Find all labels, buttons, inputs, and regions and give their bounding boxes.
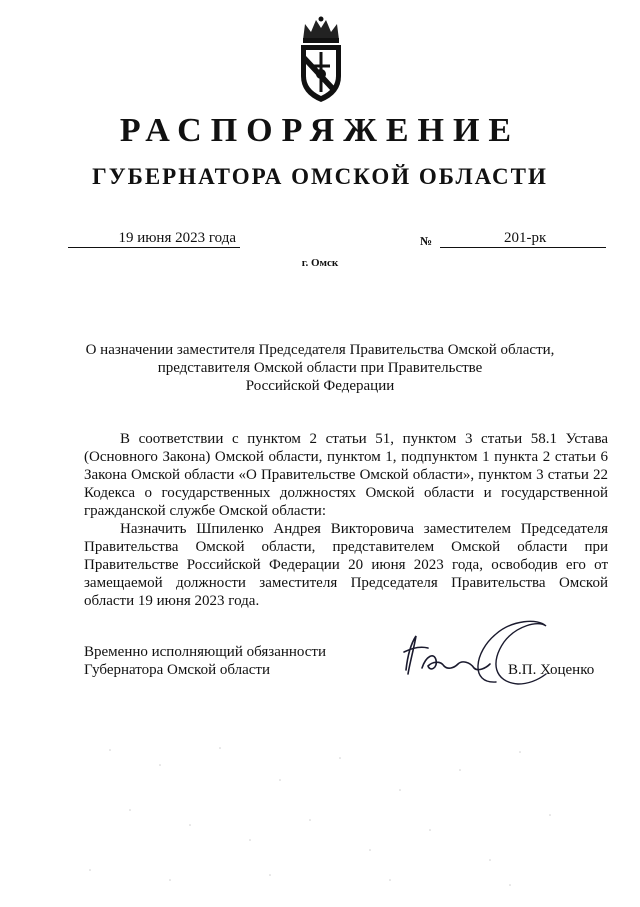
signer-name: В.П. Хоценко bbox=[508, 662, 595, 678]
document-date: 19 июня 2023 года bbox=[68, 229, 240, 248]
number-label: № bbox=[420, 234, 433, 248]
document-subject bbox=[80, 341, 560, 395]
document-type-title: РАСПОРЯЖЕНИЕ bbox=[119, 112, 521, 149]
subject-line: представителя Омской области при Правительстве bbox=[157, 360, 483, 376]
position-line: Временно исполняющий обязанности bbox=[84, 644, 327, 660]
document-body bbox=[84, 430, 608, 610]
subject-line: О назначении заместителя Председателя Правительства Омской области, bbox=[85, 342, 555, 358]
document-issuer-title: ГУБЕРНАТОРА ОМСКОЙ ОБЛАСТИ bbox=[92, 164, 548, 189]
handwritten-signature bbox=[378, 612, 558, 692]
scan-noise bbox=[70, 730, 570, 890]
document-number: 201-рк bbox=[440, 229, 606, 248]
body-paragraph: В соответствии с пунктом 2 статьи 51, пунктом 3 статьи 58.1 Устава (Основного Закона) Омской области, пунктом 1, подпунктом 1 пункта 2 статьи 6 Закона Омской области «О Правительстве Омской области», пунктом 3 статьи 22 Кодекса о государственных должностях Омской области и государственной гражданской службе Омской области: bbox=[84, 431, 608, 519]
body-paragraph: Назначить Шпиленко Андрея Викторовича заместителем Председателя Правительства Омской области, представителем Омской области при Правительстве Российской Федерации 20 июня 2023 года, освободив его от замещаемой должности заместителя Председателя Правительства Омской области 19 июня 2023 года. bbox=[84, 521, 608, 609]
omsk-coat-of-arms-icon bbox=[297, 14, 345, 104]
signatory-position bbox=[84, 643, 326, 679]
document-city: г. Омск bbox=[301, 257, 339, 269]
position-line: Губернатора Омской области bbox=[84, 662, 270, 678]
subject-line: Российской Федерации bbox=[245, 378, 395, 394]
